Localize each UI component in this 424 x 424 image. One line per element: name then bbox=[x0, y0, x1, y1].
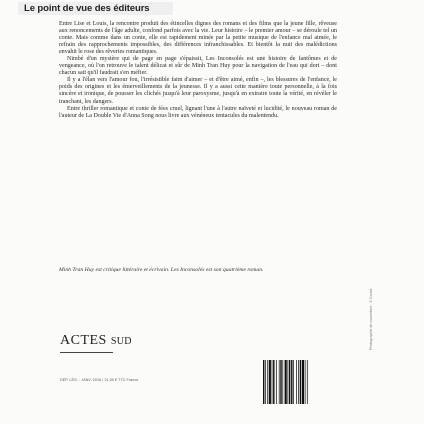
blurb-paragraph-3: Il y a l'élan vers l'amour fou, l'irrésistible faim d'aimer – et d'être aimé, enfin –, les blessures de l'enfance, le poids des origines et les émerveillements de la jeunesse. Il y a aussi cette manière toute personnelle, à la fois sincère et ironique, de pousser les clichés jusqu'à leur paroxysme, jusqu'à en extraire toute la vérité, en révéler le tranchant, les dangers. bbox=[59, 77, 337, 105]
barcode-bar bbox=[267, 360, 268, 404]
barcode-bar bbox=[279, 360, 280, 404]
blurb-paragraph-4: Entre thriller romantique et conte de fées cruel, lignant l'une à l'autre naïveté et lucidité, le nouveau roman de l'auteur de La Double Vie d'Anna Song nous livre aux vénéneux tentacules du malentendu. bbox=[59, 105, 337, 119]
barcode-bar bbox=[302, 360, 304, 404]
barcode bbox=[262, 360, 332, 404]
barcode-bar bbox=[282, 360, 283, 404]
barcode-bar bbox=[276, 360, 277, 404]
barcode-bar bbox=[269, 360, 271, 404]
publisher-logo-main: ACTES bbox=[60, 333, 107, 348]
cover-photo-credit: Photographie de couverture : © Corbis bbox=[369, 288, 373, 350]
publisher-logo-sub: SUD bbox=[110, 336, 132, 347]
barcode-bar bbox=[273, 360, 274, 404]
blurb-paragraph-2: Nimbé d'un mystère qui de page en page s'épaissit, Les Inconsolés est une histoire de fantômes et de vengeance, où l'on retrouve le talent délicat et sûr de Minh Tran Huy pour la navigation de l'eau qui dort – dont chacun sait qu'il faudrait s'en méfier. bbox=[59, 56, 337, 77]
barcode-bar bbox=[265, 360, 266, 404]
barcode-bar bbox=[296, 360, 297, 404]
publisher-logo bbox=[60, 333, 132, 349]
barcode-bar bbox=[300, 360, 301, 404]
barcode-bar bbox=[305, 360, 306, 404]
publisher-rule bbox=[60, 352, 113, 353]
barcode-bar bbox=[293, 360, 294, 404]
barcode-bar bbox=[280, 360, 281, 404]
author-note: Minh Tran Huy est critique littéraire et écrivain. Les Inconsolés est son quatrième roman. bbox=[59, 267, 264, 273]
header-title: Le point de vue des éditeurs bbox=[24, 3, 150, 14]
barcode-bar bbox=[289, 360, 290, 404]
legal-line: DÉP. LÉG. : JANV. 2016 / 21,50 € TTC France bbox=[60, 378, 139, 382]
blurb-paragraph-1: Entre Lise et Louis, la rencontre produit des étincelles dignes des romans et des films que la jeune fille, rêveuse aux renoncements de l'âge adulte, confond parfois avec la vie. Leur histoire – le premier amour – se déroule tel un conte. Mais comme dans un conte, elle est rapidement minée par la petite musique de l'enfance mal aimée, le refrain des rapprochements impossibles, des différences infranchissables. Et bientôt la nuit des malédictions envahit le rose des rêveries romantiques. bbox=[59, 21, 337, 56]
barcode-bar bbox=[263, 360, 264, 404]
barcode-bar bbox=[291, 360, 292, 404]
barcode-bar bbox=[285, 360, 287, 404]
blurb-text bbox=[59, 21, 337, 120]
barcode-bar bbox=[287, 360, 288, 404]
barcode-bar bbox=[298, 360, 299, 404]
barcode-bar bbox=[272, 360, 273, 404]
barcode-bar bbox=[307, 360, 308, 404]
